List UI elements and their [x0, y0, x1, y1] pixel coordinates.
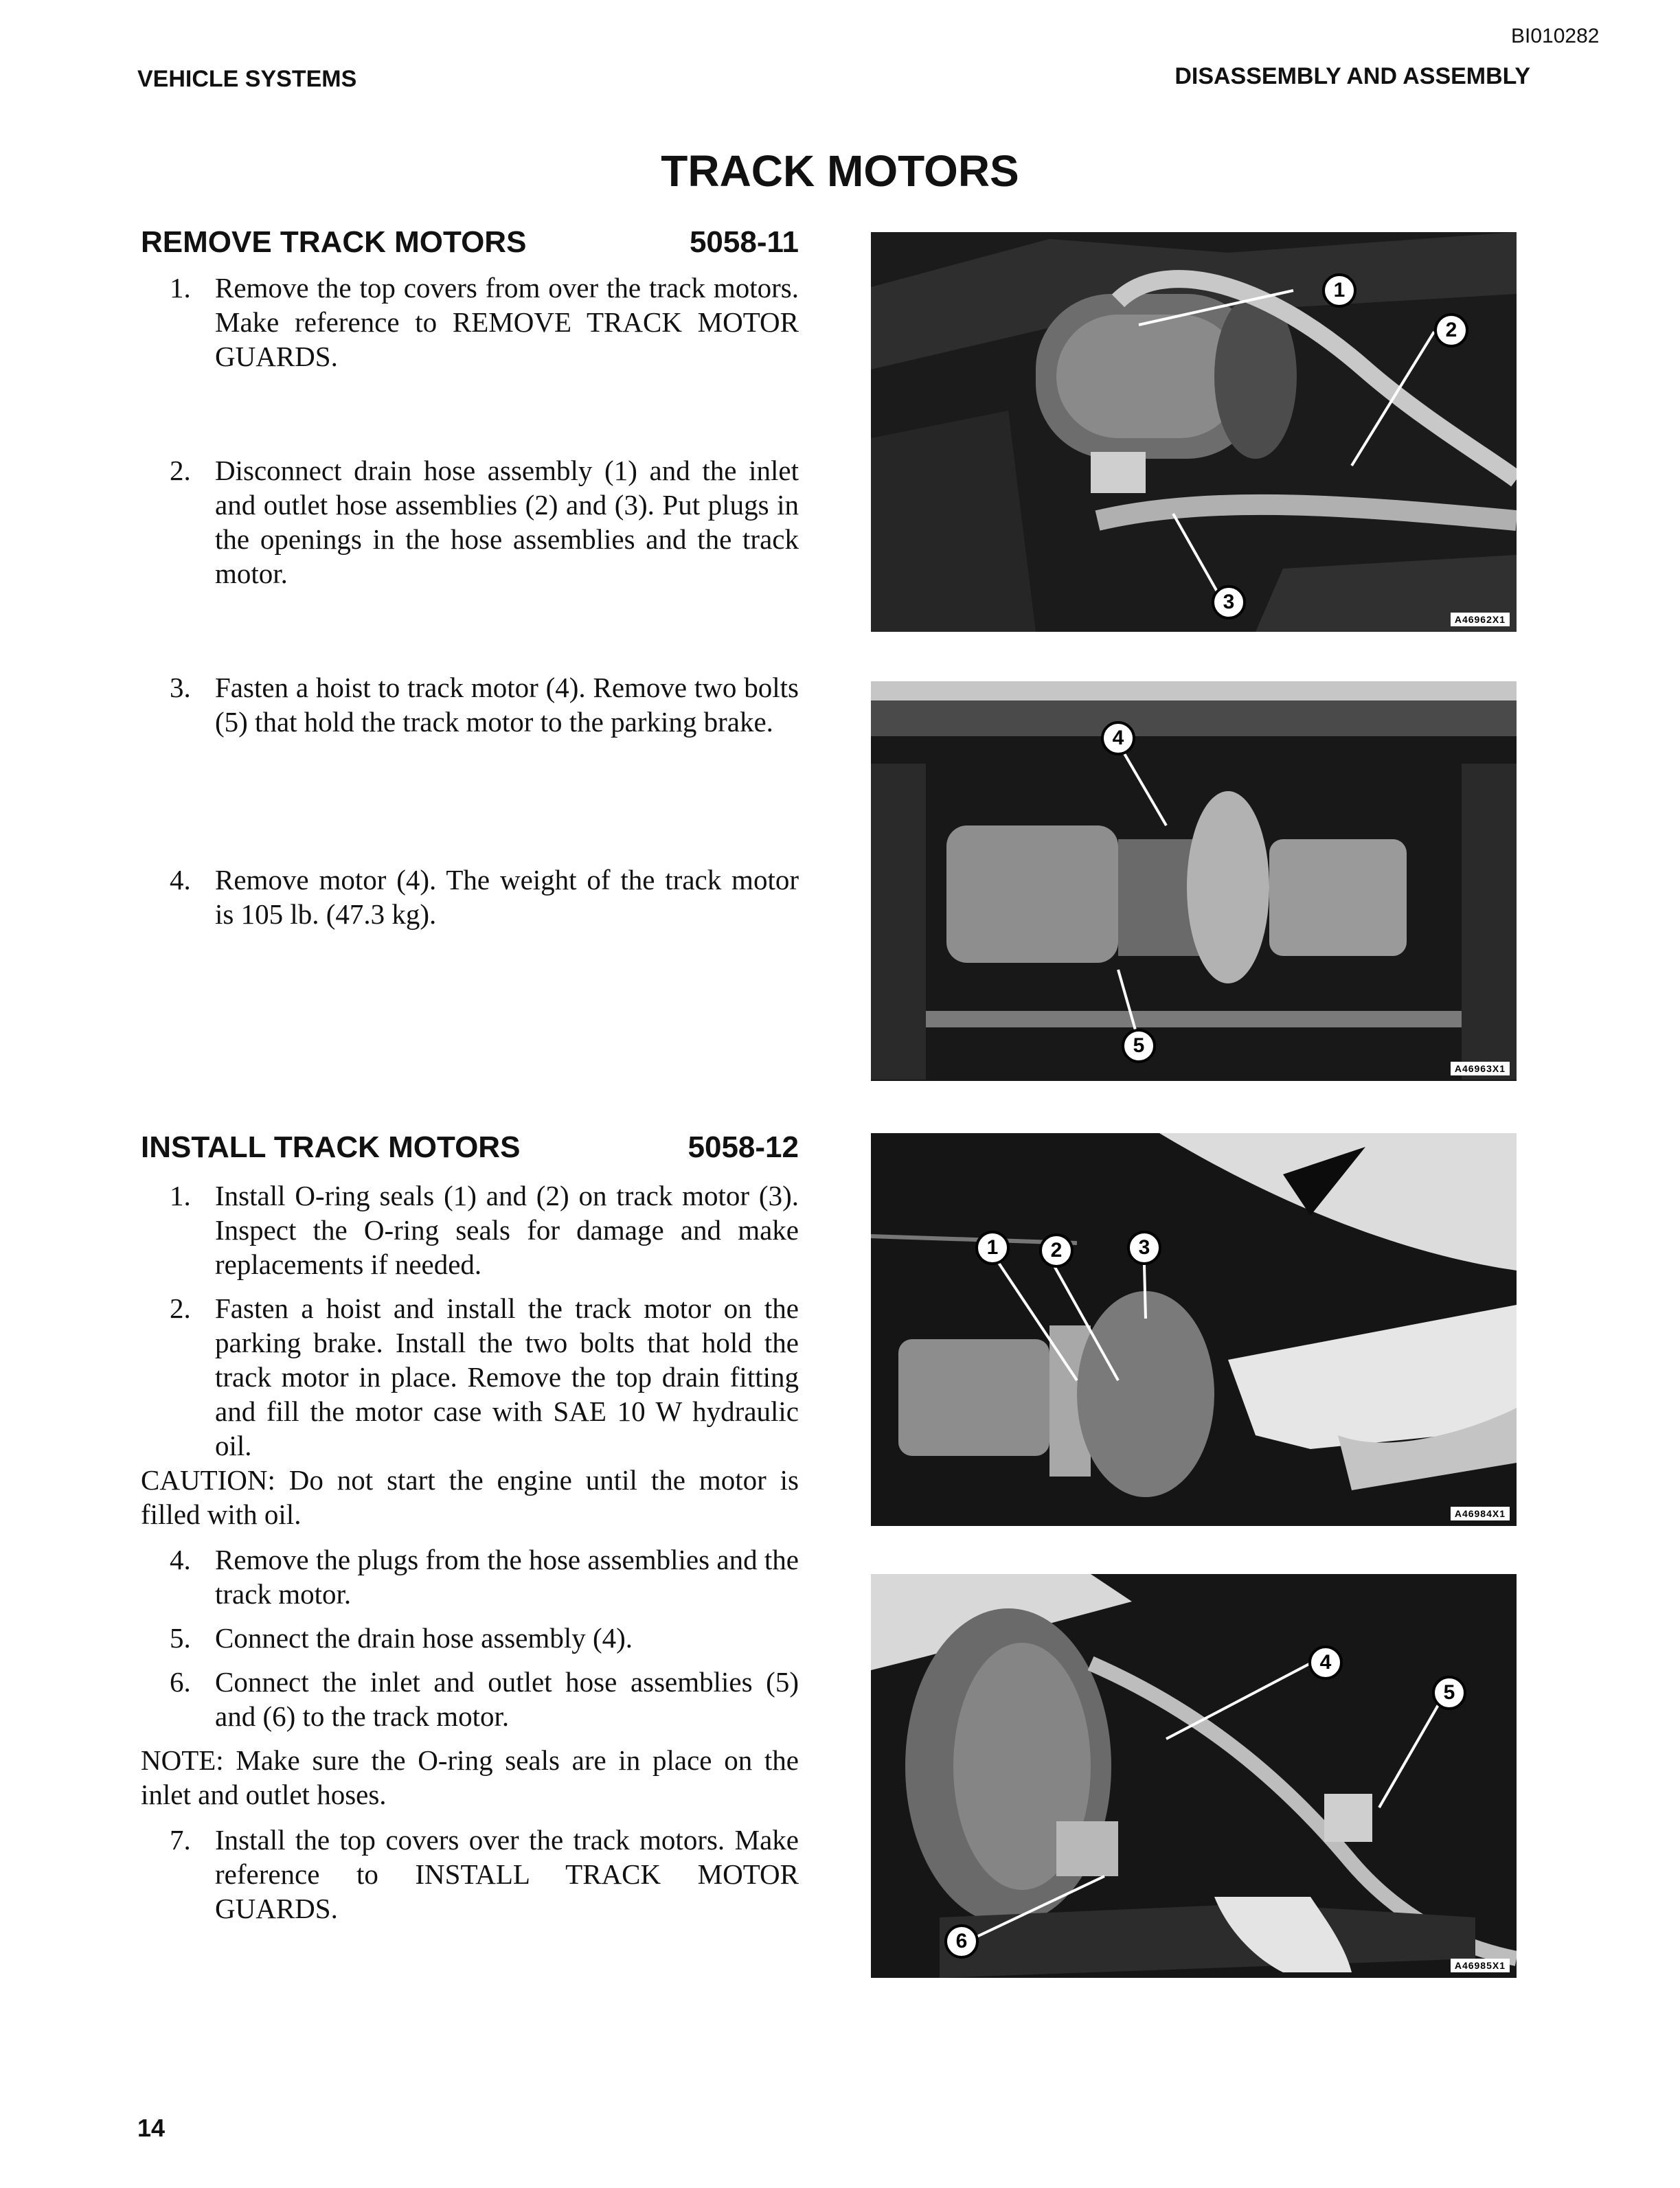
step-number: 4. — [170, 1544, 191, 1575]
photo-track-motor-bolts — [871, 681, 1517, 1081]
callout-1: 1 — [975, 1231, 1010, 1265]
photo-o-ring-seals — [871, 1133, 1517, 1526]
callout-5: 5 — [1122, 1029, 1156, 1063]
install-heading-text: INSTALL TRACK MOTORS — [141, 1130, 521, 1164]
photo-1-illustration — [871, 232, 1517, 632]
remove-step-3 — [141, 670, 799, 739]
callout-4: 4 — [1101, 721, 1135, 755]
photo-2-illustration — [871, 681, 1517, 1081]
page-number: 14 — [137, 2114, 166, 2142]
step-number: 4. — [170, 864, 191, 896]
step-number: 3. — [170, 672, 191, 703]
install-step-7 — [141, 1823, 799, 1926]
callout-4: 4 — [1308, 1645, 1343, 1680]
header-section-right: DISASSEMBLY AND ASSEMBLY — [1174, 63, 1530, 89]
callout-2: 2 — [1039, 1233, 1074, 1268]
callout-3: 3 — [1127, 1231, 1161, 1265]
install-steps-c — [141, 1823, 799, 1926]
photo-3-illustration — [871, 1133, 1517, 1526]
callout-3: 3 — [1212, 585, 1246, 619]
photo-track-motor-hoses — [871, 232, 1517, 632]
callout-5: 5 — [1432, 1676, 1466, 1710]
step-number: 2. — [170, 1292, 191, 1324]
install-steps-a — [141, 1178, 799, 1463]
step-text: Remove the top covers from over the track motors. Make reference to REMOVE TRACK MOTOR GUARDS. — [215, 272, 799, 372]
step-text: Remove motor (4). The weight of the track motor is 105 lb. (47.3 kg). — [215, 864, 799, 930]
header-section-left: VEHICLE SYSTEMS — [137, 66, 357, 92]
step-text: Connect the inlet and outlet hose assemblies (5) and (6) to the track motor. — [215, 1666, 799, 1732]
step-number: 1. — [170, 1180, 191, 1211]
install-step-1 — [141, 1178, 799, 1281]
page-title: TRACK MOTORS — [661, 146, 1019, 196]
photo-4-illustration — [871, 1574, 1517, 1978]
step-text: Remove the plugs from the hose assemblies and the track motor. — [215, 1544, 799, 1610]
callout-2: 2 — [1434, 313, 1468, 347]
install-step-5 — [141, 1621, 799, 1655]
step-text: Fasten a hoist and install the track motor on the parking brake. Install the two bolts that hold the track motor in place. Remove the top drain fitting and fill the motor case with SAE 10 W hydraulic oil. — [215, 1292, 799, 1461]
install-section-code: 5058-12 — [688, 1130, 799, 1164]
step-text: Fasten a hoist to track motor (4). Remove two bolts (5) that hold the track motor to the parking brake. — [215, 672, 799, 738]
step-number: 6. — [170, 1666, 191, 1698]
callout-6: 6 — [944, 1924, 979, 1959]
remove-heading-text: REMOVE TRACK MOTORS — [141, 225, 527, 259]
photo-1-code: A46962X1 — [1451, 613, 1510, 626]
remove-step-4 — [141, 863, 799, 931]
remove-section-heading — [141, 225, 799, 260]
step-number: 1. — [170, 272, 191, 304]
step-text: Install the top covers over the track motors. Make reference to INSTALL TRACK MOTOR GUARDS. — [215, 1824, 799, 1924]
step-text: Disconnect drain hose assembly (1) and the inlet and outlet hose assemblies (2) and (3). Put plugs in the openings in the hose assemblies and the track motor. — [215, 455, 799, 589]
document-id: BI010282 — [1511, 25, 1600, 47]
remove-step-2 — [141, 453, 799, 591]
remove-step-1 — [141, 271, 799, 374]
install-step-4 — [141, 1542, 799, 1611]
step-text: Install O-ring seals (1) and (2) on track motor (3). Inspect the O-ring seals for damage and make replacements if needed. — [215, 1180, 799, 1280]
step-number: 7. — [170, 1824, 191, 1856]
photo-2-code: A46963X1 — [1451, 1062, 1510, 1075]
photo-4-code: A46985X1 — [1451, 1959, 1510, 1972]
photo-3-code: A46984X1 — [1451, 1507, 1510, 1520]
photo-hose-connections — [871, 1574, 1517, 1978]
install-step-6 — [141, 1665, 799, 1733]
remove-section-code: 5058-11 — [689, 225, 799, 259]
step-number: 5. — [170, 1622, 191, 1654]
note-text: NOTE: Make sure the O-ring seals are in place on the inlet and outlet hoses. — [141, 1744, 799, 1810]
step-text: Connect the drain hose assembly (4). — [215, 1622, 633, 1654]
callout-1: 1 — [1322, 273, 1357, 308]
install-section-heading — [141, 1130, 799, 1165]
install-step-2 — [141, 1291, 799, 1463]
caution-text: CAUTION: Do not start the engine until the motor is filled with oil. — [141, 1464, 799, 1530]
step-number: 2. — [170, 455, 191, 486]
install-steps-b — [141, 1542, 799, 1733]
